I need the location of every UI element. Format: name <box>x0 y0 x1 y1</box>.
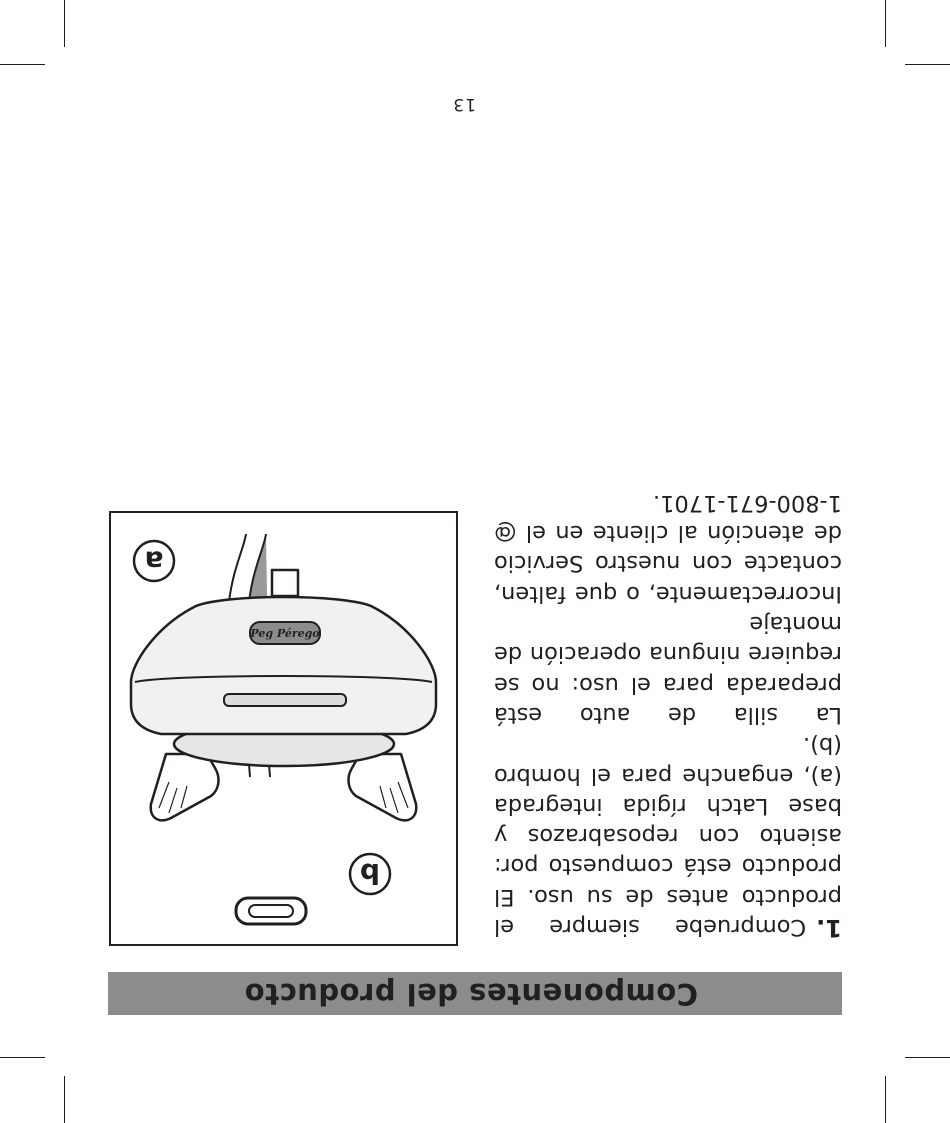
step-text <box>494 488 842 943</box>
brand-logo-text: Peg Pérego <box>250 627 320 640</box>
top-tab <box>272 570 298 596</box>
seat-base-shell <box>131 597 436 734</box>
base-foot-right <box>151 754 219 820</box>
step-paragraph: Incorrectamente, o que falten, contacte con nuestro Servicio de atención al cliente en el @ 1-800-671-1701. <box>494 489 842 607</box>
base-foot-left <box>349 754 417 820</box>
step-paragraph-text: Compruebe siempre el producto antes de su uso. El producto está compuesto por: asiento con reposabrazos y base Latch rígida integrada (a), enganche para el hombro (b). <box>494 732 842 940</box>
step-number: 1. <box>816 914 842 942</box>
step-paragraph: La silla de auto está preparada para el uso: no se requiere ninguna operación de montaje <box>494 611 842 728</box>
product-figure <box>109 511 458 946</box>
page-number: 13 <box>452 94 476 114</box>
section-header <box>108 972 842 1015</box>
callout-b-label: b <box>359 857 381 890</box>
step-paragraph <box>494 730 842 943</box>
callout-a-label: a <box>144 545 164 578</box>
belt-slot <box>224 694 346 706</box>
section-title: Componentes del producto <box>244 977 698 1011</box>
car-seat-base-illustration <box>111 513 456 944</box>
